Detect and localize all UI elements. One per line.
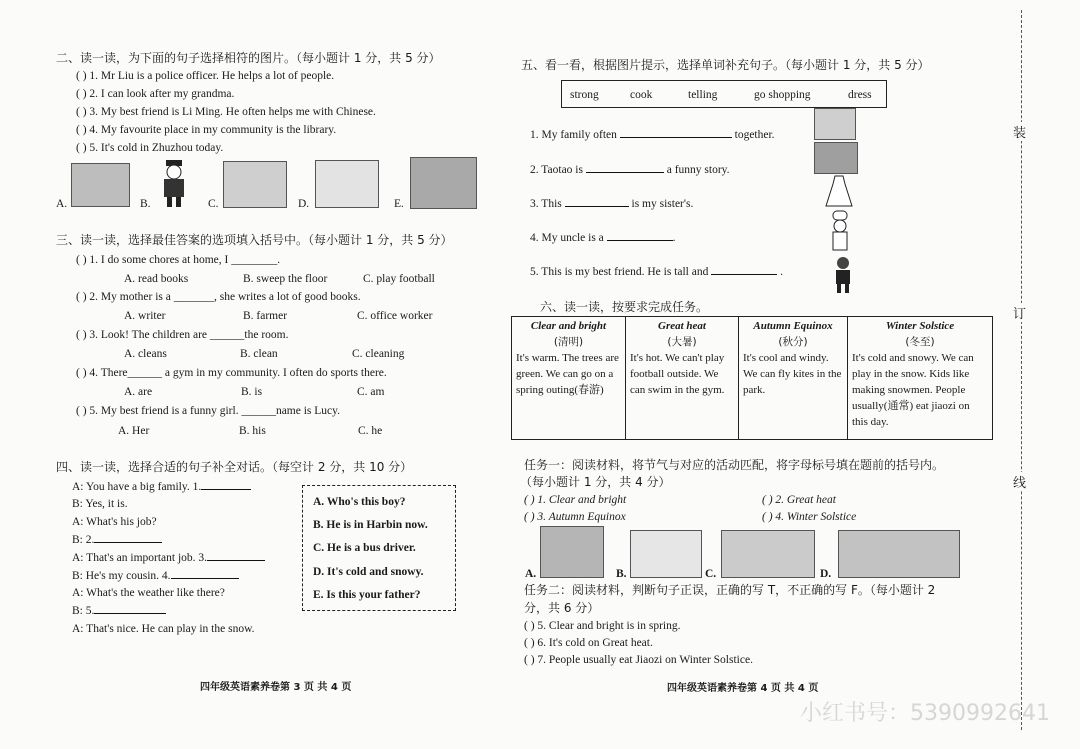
sec3-q4-stem: ( ) 4. There______ a gym in my community. I often do sports there.: [76, 367, 387, 379]
task1-item-4: ( ) 4. Winter Solstice: [762, 511, 857, 523]
sec3-q2-opt-a: A. writer: [124, 310, 166, 322]
task2-heading: 任务二：阅读材料，判断句子正误，正确的写 T，不正确的写 F。（每小题计 2: [524, 583, 936, 597]
word-bank-item: dress: [848, 89, 872, 101]
sec3-q3-opt-a: A. cleans: [124, 348, 167, 360]
watermark: 小红书号：5390992641: [800, 701, 1050, 726]
task2-item-6: ( ) 6. It's cold on Great heat.: [524, 637, 653, 649]
option-c: C. He is a bus driver.: [313, 542, 416, 554]
pic-label-a: A.: [56, 198, 68, 210]
cook-picture: [828, 210, 852, 252]
binding-line: [1021, 10, 1022, 730]
sec3-q3-stem: ( ) 3. Look! The children are ______the room.: [76, 329, 289, 341]
dialogue-line-7: A: What's the weather like there?: [72, 587, 225, 599]
sec3-q3-opt-b: B. clean: [240, 348, 278, 360]
task2-score: 分，共 6 分）: [524, 601, 600, 615]
dress-picture: [824, 174, 854, 208]
sec2-item-4: ( ) 4. My favourite place in my community is the library.: [76, 124, 337, 136]
solar-terms-table: [511, 316, 993, 440]
sec2-item-2: ( ) 2. I can look after my grandma.: [76, 88, 235, 100]
classroom-picture: [223, 161, 287, 208]
task1-pic-label-d: D.: [820, 568, 832, 580]
binding-char-ding: 订: [1013, 303, 1026, 322]
task1-item-1: ( ) 1. Clear and bright: [524, 494, 627, 506]
sec3-q4-opt-b: B. is: [241, 386, 263, 398]
pic-label-b: B.: [140, 198, 151, 210]
sec3-heading: 三、读一读，选择最佳答案的选项填入括号中。（每小题计 1 分，共 5 分）: [56, 233, 453, 247]
sec3-q5-opt-a: A. Her: [118, 425, 150, 437]
dialogue-options-box: [302, 485, 456, 611]
sec3-q3-opt-c: C. cleaning: [352, 348, 405, 360]
sec5-item-3: 3. This is my sister's.: [530, 198, 694, 210]
police-officer-picture: [156, 158, 192, 208]
left-page-footer: 四年级英语素养卷第 3 页 共 4 页: [200, 682, 352, 693]
word-bank-item: strong: [570, 89, 599, 101]
task2-item-7: ( ) 7. People usually eat Jiaozi on Winter Solstice.: [524, 654, 753, 666]
pic-label-c: C.: [208, 198, 219, 210]
sec5-item-2: 2. Taotao is a funny story.: [530, 164, 730, 176]
task1-score: （每小题计 1 分，共 4 分）: [520, 475, 671, 489]
dialogue-line-4: B: 2.: [72, 533, 162, 547]
word-bank-item: telling: [688, 89, 718, 101]
word-bank-box: [561, 80, 887, 108]
dialogue-line-3: A: What's his job?: [72, 516, 157, 528]
sec3-q2-opt-c: C. office worker: [357, 310, 433, 322]
option-d: D. It's cold and snowy.: [313, 566, 424, 578]
sec2-heading: 二、读一读，为下面的句子选择相符的图片。（每小题计 1 分，共 5 分）: [56, 51, 441, 65]
sec3-q1-stem: ( ) 1. I do some chores at home, I ________.: [76, 254, 281, 266]
task1-pic-label-b: B.: [616, 568, 627, 580]
dialogue-line-1: A: You have a big family. 1.: [72, 480, 251, 494]
task1-pic-label-a: A.: [525, 568, 537, 580]
sec5-item-1: 1. My family often together.: [530, 129, 775, 141]
dialogue-line-8: B: 5.: [72, 604, 166, 618]
pic-label-d: D.: [298, 198, 310, 210]
task2-item-5: ( ) 5. Clear and bright is in spring.: [524, 620, 681, 632]
strong-boy-picture: [832, 256, 854, 294]
sec3-q2-opt-b: B. farmer: [243, 310, 288, 322]
task1-item-3: ( ) 3. Autumn Equinox: [524, 511, 626, 523]
task1-item-2: ( ) 2. Great heat: [762, 494, 836, 506]
sec5-heading: 五、看一看，根据图片提示，选择单词补充句子。（每小题计 1 分，共 5 分）: [521, 58, 930, 72]
grandma-picture: [315, 160, 379, 208]
cold-weather-picture: [410, 157, 477, 209]
sec3-q5-opt-b: B. his: [239, 425, 266, 437]
sec3-q5-opt-c: C. he: [358, 425, 383, 437]
swimming-picture: [838, 530, 960, 578]
binding-char-zhuang: 装: [1013, 122, 1026, 141]
sec6-heading: 六、读一读，按要求完成任务。: [540, 300, 709, 314]
dialogue-line-5: A: That's an important job. 3.: [72, 551, 265, 565]
sec3-q1-opt-a: A. read books: [124, 273, 189, 285]
dialogue-line-2: B: Yes, it is.: [72, 498, 128, 510]
dialogue-line-9: A: That's nice. He can play in the snow.: [72, 623, 255, 635]
word-bank-item: go shopping: [754, 89, 811, 101]
sec2-item-1: ( ) 1. Mr Liu is a police officer. He helps a lot of people.: [76, 70, 335, 82]
option-b: B. He is in Harbin now.: [313, 519, 428, 531]
storytelling-picture: [814, 142, 858, 174]
sec3-q4-opt-c: C. am: [357, 386, 385, 398]
spring-outing-picture: [721, 530, 815, 578]
sec3-q1-opt-c: C. play football: [363, 273, 435, 285]
task1-pic-label-c: C.: [705, 568, 717, 580]
binding-char-xian: 线: [1013, 472, 1026, 491]
dialogue-line-6: B: He's my cousin. 4.: [72, 569, 239, 583]
library-picture: [71, 163, 130, 207]
right-page-footer: 四年级英语素养卷第 4 页 共 4 页: [667, 683, 819, 694]
task1-heading: 任务一：阅读材料，将节气与对应的活动匹配，将字母标号填在题前的括号内。: [524, 458, 945, 472]
sec2-item-3: ( ) 3. My best friend is Li Ming. He often helps me with Chinese.: [76, 106, 376, 118]
option-a: A. Who's this boy?: [313, 496, 406, 508]
sec2-item-5: ( ) 5. It's cold in Zhuzhou today.: [76, 142, 224, 154]
solar-term-cell-clear-bright: Clear and bright (清明) It's warm. The trees are green. We can go on a spring outing(春游): [512, 317, 626, 440]
sec3-q5-stem: ( ) 5. My best friend is a funny girl. ______name is Lucy.: [76, 405, 341, 417]
pic-label-e: E.: [394, 198, 404, 210]
snow-play-picture: [540, 526, 604, 578]
sec3-q1-opt-b: B. sweep the floor: [243, 273, 328, 285]
sec3-q2-stem: ( ) 2. My mother is a _______, she writes a lot of good books.: [76, 291, 361, 303]
word-bank-item: cook: [630, 89, 653, 101]
solar-term-cell-autumn-equinox: Autumn Equinox (秋分) It's cool and windy. We can fly kites in the park.: [739, 317, 848, 440]
option-e: E. Is this your father?: [313, 589, 421, 601]
sec4-heading: 四、读一读，选择合适的句子补全对话。（每空计 2 分，共 10 分）: [56, 460, 413, 474]
kite-flying-picture: [630, 530, 702, 578]
sec3-q4-opt-a: A. are: [124, 386, 153, 398]
family-shopping-picture: [814, 108, 856, 140]
sec5-item-4: 4. My uncle is a .: [530, 232, 676, 244]
solar-term-cell-winter-solstice: Winter Solstice (冬至) It's cold and snowy. We can play in the snow. Kids like making snowmen. People usually(通常) eat jiaozi on this day.: [848, 317, 993, 440]
sec5-item-5: 5. This is my best friend. He is tall and .: [530, 266, 783, 278]
solar-term-cell-great-heat: Great heat (大暑) It's hot. We can't play football outside. We can swim in the gym.: [626, 317, 739, 440]
